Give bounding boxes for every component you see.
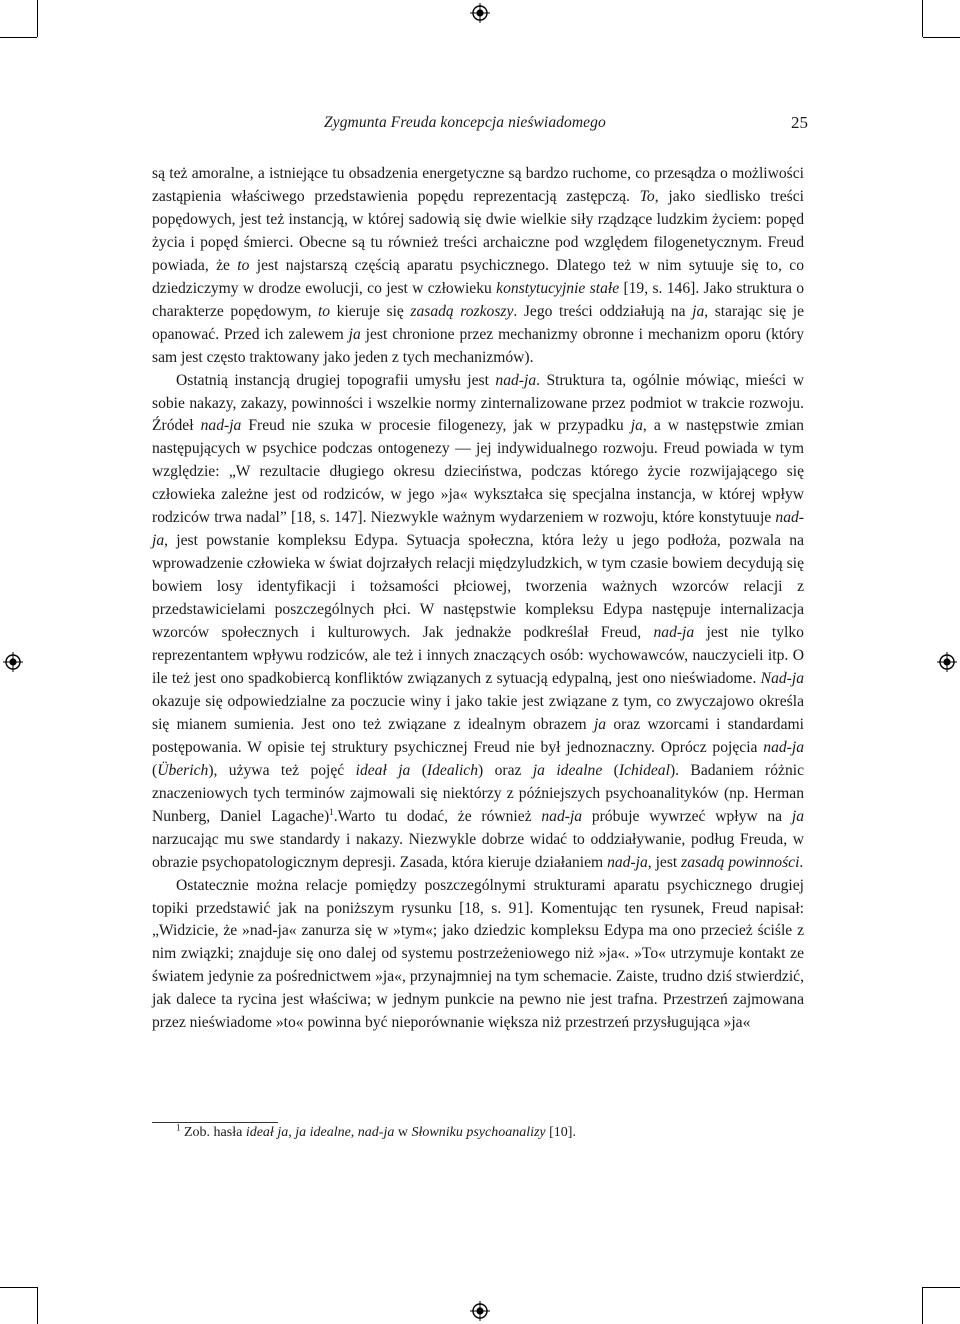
crop-mark — [0, 1287, 37, 1288]
text-run: ( — [602, 761, 619, 779]
text-run: Ostatnią instancją drugiej topografii umysłu jest — [176, 371, 496, 389]
italic-term: ja — [348, 325, 361, 343]
footnote-reference: 1 — [329, 806, 334, 817]
italic-term: ja — [593, 715, 607, 733]
footnote-text — [181, 1125, 576, 1140]
italic-term: ja — [791, 807, 804, 825]
italic-term: to — [317, 302, 331, 320]
italic-term: ideał ja, ja idealne, nad-ja — [245, 1125, 395, 1140]
text-run: jest najstarszą częścią aparatu psychicznego. Dlatego też w nim sytuuje się to, co dziedziczymy w drodze ewolucji, co jest w człowieku — [152, 256, 804, 297]
italic-term: Nad-ja — [760, 669, 804, 687]
text-run: , jest — [647, 853, 682, 871]
paragraph — [152, 163, 804, 370]
text-run: Freud nie szuka w procesie filogenezy, jak w przypadku — [241, 417, 631, 435]
crop-mark — [922, 0, 923, 37]
crop-mark — [37, 0, 38, 37]
italic-term: ja — [630, 417, 643, 435]
crop-mark — [0, 37, 37, 38]
italic-term: ja idealne — [532, 761, 603, 779]
text-run: Ostatecznie można relacje pomiędzy poszczególnymi strukturami aparatu psychicznego drugiej topiki przedstawić jak na poniższym rysunku [18, s. 91]. Komentując ten rysunek, Freud napisał: „Widzicie, że »nad-ja« zanurza się w »tym«; jako dziedzic kompleksu Edypa ma ono przecież ściśle z nim związki; znajduje się ono dalej od systemu postrzeżeniowego niż »ja«. »To« utrzymuje kontakt ze światem jedynie za pośrednictwem »ja«, przynajmniej na tym schemacie. Zaiste, trudno dziś stwierdzić, jak dalece ta rycina jest właściwa; w jednym punkcie na pewno nie jest trafna. Przestrzeń zajmowana przez nieświadome »to« powinna być nieporównanie większa niż przestrzeń przysługująca »ja« — [152, 876, 804, 1032]
italic-term: nad-ja — [653, 624, 695, 642]
paragraph — [152, 875, 804, 1036]
paragraph — [152, 370, 804, 875]
text-run: , jako siedlisko treści popędowych, jest też instancją, w której sadowią się dwie wielkie siły rządzące ludzkim życiem: popęd życia i popęd śmierci. Obecne są tu również treści archaiczne pod względem filogenetycznym. Freud powiada, że — [152, 187, 804, 274]
italic-term: To — [639, 187, 655, 205]
text-run: ( — [410, 761, 427, 779]
text-run: . Struktura ta, ogólnie mówiąc, mieści w sobie nakazy, zakazy, powinności i wszelkie normy zinternalizowane przez podmiot w trakcie rozwoju. Źródeł — [152, 371, 804, 435]
text-run: są też amoralne, a istniejące tu obsadzenia energetyczne są bardzo ruchome, co przesądza o możliwości zastąpienia właściwego przedstawienia popędu reprezentacją zastępczą. — [152, 165, 804, 205]
text-run: jest nie tylko reprezentantem wpływu rodziców, ale też i innych znaczących osób: wychowawców, nauczycieli itp. O ile też jest ono spadkobiercą konfliktów związanych z sytuacją edypalną, jest ono nieświadome. — [152, 624, 804, 687]
italic-term: nad-ja — [541, 807, 583, 825]
text-run: Zob. hasła — [180, 1125, 246, 1140]
text-run: kieruje się — [330, 302, 411, 320]
footnote — [152, 1124, 804, 1142]
crop-mark — [923, 37, 960, 38]
italic-term: zasadą rozkoszy — [410, 302, 514, 320]
registration-mark-icon — [470, 1301, 490, 1321]
text-run: ), używa też pojęć — [208, 761, 356, 779]
italic-term: ideał ja — [355, 761, 411, 779]
text-run: w — [394, 1125, 412, 1140]
italic-term: Słowniku psychoanalizy — [411, 1125, 546, 1140]
italic-term: nad-ja — [152, 509, 804, 550]
italic-term: zasadą powinności — [681, 853, 800, 871]
italic-term: Ichideal — [618, 761, 670, 779]
italic-term: nad-ja — [495, 371, 537, 389]
text-run: jest chronione przez mechanizmy obronne i mechanizm oporu (który sam jest często traktowany jako jeden z tych mechanizmów). — [152, 325, 804, 366]
crop-mark — [37, 1287, 38, 1324]
text-run: , a w następstwie zmian następujących w psychice podczas ontogenezy — jej indywidualnego rozwoju. Freud powiada w tym względzie: „W rezultacie długiego okresu dzieciństwa, podczas którego życie rozwijającego się człowieka zależne jest od rodziców, w jego »ja« wykształca się specjalna instancja, w której wpływ rodziców trwa nadal” [18, s. 147]. Niezwykle ważnym wydarzeniem w rozwoju, które konstytuuje — [152, 417, 804, 527]
text-run: [19, s. 146]. Jako struktura o charakterze popędowym, — [152, 279, 804, 320]
text-run: . Jego treści oddziałują na — [513, 302, 693, 320]
italic-term: Idealich — [426, 761, 479, 779]
text-run: . — [799, 853, 804, 871]
crop-mark — [922, 1287, 923, 1324]
text-run: , starając się je opanować. Przed ich zalewem — [152, 302, 805, 343]
text-run: ). Badaniem różnic znaczeniowych tych terminów zajmowali się niektórzy z późniejszych psychoanalityków (np. Herman Nunberg, Daniel Lagache) — [152, 761, 804, 825]
text-run: [10]. — [545, 1125, 576, 1140]
page-number: 25 — [791, 113, 808, 132]
italic-term: konstytucyjnie stałe — [496, 279, 620, 297]
registration-mark-icon — [470, 3, 490, 23]
text-run: .Warto tu dodać, że również — [333, 807, 542, 825]
text-run: , jest powstanie kompleksu Edypa. Sytuacja społeczna, która leży u jego podłoża, pozwala na wprowadzenie człowieka w świat dojrzałych relacji międzyludzkich, w tym czasie bowiem decydują się bowiem losy identyfikacji i tożsamości płciowej, tworzenia ważnych wzorców relacji z przedstawicielami poszczególnych płci. W następstwie kompleksu Edypa następuje internalizacja wzorców społecznych i kulturowych. Jak jednakże podkreślał Freud, — [152, 532, 804, 642]
italic-term: ja — [692, 302, 705, 320]
text-run: ) oraz — [478, 761, 533, 779]
running-header: Zygmunta Freuda koncepcja nieświadomego — [324, 114, 606, 131]
footnote-rule — [152, 1122, 278, 1123]
text-run: ( — [152, 761, 158, 779]
footnote-mark: 1 — [176, 1122, 181, 1133]
italic-term: Überich — [157, 761, 209, 779]
registration-mark-icon — [937, 652, 957, 672]
text-run: narzucając mu swe standardy i nakazy. Niezwykle dobrze widać to oddziaływanie, podług Freuda, w obrazie psychopatologicznym depresji. Zasada, która kieruje działaniem — [152, 830, 804, 871]
italic-term: nad-ja — [607, 853, 648, 871]
italic-term: nad-ja — [200, 417, 242, 435]
text-run: oraz wzorcami i standardami postępowania. W opisie tej struktury psychicznej Freud nie był jednoznaczny. Oprócz pojęcia — [152, 715, 804, 756]
text-run: okazuje się odpowiedzialne za poczucie winy i jako takie jest związane z tym, co zwyczajowo określa się mianem sumienia. Jest ono też związane z idealnym obrazem — [152, 692, 804, 733]
body-text — [152, 163, 804, 1035]
italic-term: nad-ja — [763, 738, 804, 756]
italic-term: to — [237, 256, 250, 274]
text-run: próbuje wywrzeć wpływ na — [582, 807, 792, 825]
registration-mark-icon — [3, 652, 23, 672]
crop-mark — [923, 1287, 960, 1288]
